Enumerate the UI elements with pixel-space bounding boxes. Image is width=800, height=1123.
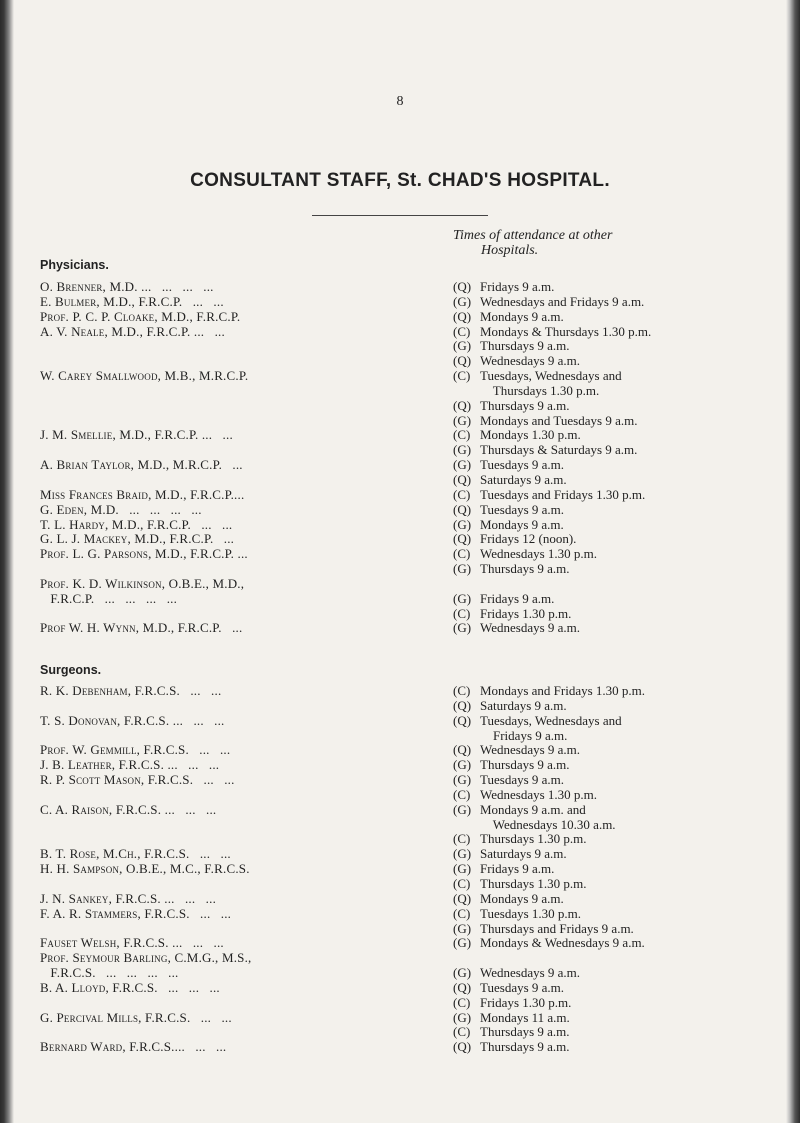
attendance-time: Wednesdays 1.30 p.m.: [480, 786, 598, 802]
attendance-time: Saturdays 9 a.m.: [480, 846, 567, 862]
staff-row: [40, 339, 780, 354]
staff-name: Bernard Ward, F.R.C.S.... ... ...: [40, 1039, 227, 1055]
staff-name: J. B. Leather, F.R.C.S. ... ... ...: [40, 757, 220, 773]
staff-row: [40, 399, 780, 414]
hospital-code: (C): [453, 546, 471, 562]
staff-name: Fauset Welsh, F.R.C.S. ... ... ...: [40, 935, 224, 951]
staff-row: [40, 1011, 780, 1026]
staff-name: Prof. Seymour Barling, C.M.G., M.S.,: [40, 950, 252, 966]
attendance-time: Mondays 9 a.m. and: [480, 801, 586, 817]
attendance-time: Thursdays 9 a.m.: [480, 1039, 570, 1055]
attendance-time: Tuesdays, Wednesdays and: [480, 712, 622, 728]
hospital-code: (Q): [453, 471, 472, 487]
page-number: 8: [396, 94, 404, 109]
attendance-time: Tuesdays, Wednesdays and: [480, 368, 622, 384]
staff-name: F.R.C.S. ... ... ... ...: [40, 965, 179, 981]
staff-name: G. Eden, M.D. ... ... ... ...: [40, 501, 202, 517]
staff-name: Miss Frances Braid, M.D., F.R.C.P....: [40, 486, 245, 502]
hospital-code: (Q): [453, 890, 472, 906]
staff-row: [40, 981, 780, 996]
staff-row: [40, 562, 780, 577]
staff-name: F.R.C.P. ... ... ... ...: [40, 590, 178, 606]
staff-row: [40, 847, 780, 862]
hospital-code: (G): [453, 935, 472, 951]
hospital-code: (C): [453, 994, 471, 1010]
attendance-time: Wednesdays 10.30 a.m.: [480, 816, 616, 832]
hospital-code: (G): [453, 965, 472, 981]
attendance-time: Wednesdays and Fridays 9 a.m.: [480, 293, 645, 309]
staff-row: [40, 384, 780, 399]
staff-name: G. Percival Mills, F.R.C.S. ... ...: [40, 1009, 232, 1025]
hospital-code: (Q): [453, 697, 472, 713]
attendance-time: Mondays & Thursdays 1.30 p.m.: [480, 323, 652, 339]
hospital-code: (G): [453, 516, 472, 532]
attendance-time: Mondays 9 a.m.: [480, 308, 564, 324]
attendance-time: Mondays and Tuesdays 9 a.m.: [480, 412, 638, 428]
attendance-time: Wednesdays 9 a.m.: [480, 353, 581, 369]
attendance-time: Tuesdays and Fridays 1.30 p.m.: [480, 486, 646, 502]
hospital-code: (G): [453, 920, 472, 936]
hospital-code: (Q): [453, 353, 472, 369]
staff-row: [40, 414, 780, 429]
staff-row: [40, 922, 780, 937]
hospital-code: (Q): [453, 1039, 472, 1055]
hospital-code: (Q): [453, 742, 472, 758]
staff-name: B. A. Lloyd, F.R.C.S. ... ... ...: [40, 979, 220, 995]
attendance-time: Mondays 11 a.m.: [480, 1009, 570, 1025]
staff-row: [40, 325, 780, 340]
attendance-time: Thursdays 9 a.m.: [480, 338, 570, 354]
staff-row: [40, 996, 780, 1011]
attendance-time: Wednesdays 9 a.m.: [480, 620, 581, 636]
staff-name: Prof. K. D. Wilkinson, O.B.E., M.D.,: [40, 575, 245, 591]
staff-row: [40, 951, 780, 966]
hospital-code: (C): [453, 427, 471, 443]
staff-name: R. P. Scott Mason, F.R.C.S. ... ...: [40, 772, 235, 788]
staff-row: [40, 354, 780, 369]
attendance-time: Mondays 9 a.m.: [480, 516, 564, 532]
staff-row: [40, 1040, 780, 1055]
staff-row: [40, 547, 780, 562]
hospital-code: (C): [453, 323, 471, 339]
attendance-time: Tuesdays 9 a.m.: [480, 457, 565, 473]
hospital-code: (C): [453, 875, 471, 891]
staff-row: [40, 729, 780, 744]
attendance-time: Wednesdays 9 a.m.: [480, 965, 581, 981]
staff-row: [40, 488, 780, 503]
staff-row: [40, 369, 780, 384]
staff-row: [40, 684, 780, 699]
hospital-code: (G): [453, 561, 472, 577]
staff-row: [40, 699, 780, 714]
times-of-attendance-header: [453, 228, 753, 258]
attendance-time: Fridays 1.30 p.m.: [480, 605, 572, 621]
staff-row: [40, 503, 780, 518]
hospital-code: (C): [453, 786, 471, 802]
attendance-time: Tuesdays 9 a.m.: [480, 501, 565, 517]
staff-name: A. V. Neale, M.D., F.R.C.P. ... ...: [40, 323, 225, 339]
staff-row: [40, 758, 780, 773]
staff-name: J. N. Sankey, F.R.C.S. ... ... ...: [40, 890, 217, 906]
staff-name: C. A. Raison, F.R.C.S. ... ... ...: [40, 801, 217, 817]
scan-edge-left: [0, 0, 14, 1123]
attendance-time: Mondays and Fridays 1.30 p.m.: [480, 683, 646, 698]
staff-row: [40, 714, 780, 729]
surgeons-list: [40, 684, 780, 1055]
staff-name: F. A. R. Stammers, F.R.C.S. ... ...: [40, 905, 232, 921]
hospital-code: (C): [453, 831, 471, 847]
staff-row: [40, 877, 780, 892]
staff-row: [40, 592, 780, 607]
hospital-code: (G): [453, 801, 472, 817]
hospital-code: (Q): [453, 979, 472, 995]
staff-row: [40, 428, 780, 443]
hospital-code: (G): [453, 861, 472, 877]
hospital-code: (G): [453, 620, 472, 636]
attendance-time: Thursdays 9 a.m.: [480, 1024, 570, 1040]
staff-row: [40, 295, 780, 310]
staff-row: [40, 518, 780, 533]
hospital-code: (G): [453, 757, 472, 773]
staff-row: [40, 310, 780, 325]
title-divider: [312, 215, 488, 216]
hospital-code: (Q): [453, 531, 472, 547]
staff-name: T. L. Hardy, M.D., F.R.C.P. ... ...: [40, 516, 233, 532]
physicians-list: [40, 280, 780, 636]
staff-name: B. T. Rose, M.Ch., F.R.C.S. ... ...: [40, 846, 231, 862]
attendance-time: Thursdays 1.30 p.m.: [480, 831, 587, 847]
staff-name: Prof W. H. Wynn, M.D., F.R.C.P. ...: [40, 620, 243, 636]
staff-name: W. Carey Smallwood, M.B., M.R.C.P.: [40, 368, 249, 384]
hospital-code: (Q): [453, 308, 472, 324]
times-header-line1: Times of attendance at other: [453, 228, 613, 243]
attendance-time: Fridays 9 a.m.: [480, 279, 555, 294]
staff-row: [40, 773, 780, 788]
attendance-time: Fridays 12 (noon).: [480, 531, 577, 547]
attendance-time: Mondays & Wednesdays 9 a.m.: [480, 935, 645, 951]
staff-row: [40, 818, 780, 833]
hospital-code: (C): [453, 605, 471, 621]
staff-row: [40, 577, 780, 592]
attendance-time: Saturdays 9 a.m.: [480, 471, 567, 487]
staff-name: Prof. W. Gemmill, F.R.C.S. ... ...: [40, 742, 231, 758]
attendance-time: Fridays 9 a.m.: [480, 861, 555, 877]
attendance-time: Fridays 9 a.m.: [480, 590, 555, 606]
hospital-code: (G): [453, 1009, 472, 1025]
hospital-code: (C): [453, 486, 471, 502]
staff-name: R. K. Debenham, F.R.C.S. ... ...: [40, 683, 222, 698]
hospital-code: (G): [453, 846, 472, 862]
attendance-time: Fridays 1.30 p.m.: [480, 994, 572, 1010]
attendance-time: Tuesdays 9 a.m.: [480, 772, 565, 788]
staff-row: [40, 473, 780, 488]
staff-row: [40, 621, 780, 636]
attendance-time: Thursdays and Fridays 9 a.m.: [480, 920, 634, 936]
hospital-code: (G): [453, 293, 472, 309]
attendance-time: Thursdays & Saturdays 9 a.m.: [480, 442, 638, 458]
hospital-code: (Q): [453, 501, 472, 517]
staff-name: J. M. Smellie, M.D., F.R.C.P. ... ...: [40, 427, 233, 443]
attendance-time: Tuesdays 9 a.m.: [480, 979, 565, 995]
physicians-heading: Physicians.: [40, 258, 109, 272]
staff-row: [40, 280, 780, 295]
hospital-code: (G): [453, 772, 472, 788]
page-title: CONSULTANT STAFF, St. CHAD'S HOSPITAL.: [190, 170, 610, 191]
staff-row: [40, 532, 780, 547]
staff-name: T. S. Donovan, F.R.C.S. ... ... ...: [40, 712, 225, 728]
attendance-time: Thursdays 1.30 p.m.: [480, 382, 600, 398]
attendance-time: Thursdays 1.30 p.m.: [480, 875, 587, 891]
staff-row: [40, 936, 780, 951]
staff-name: G. L. J. Mackey, M.D., F.R.C.P. ...: [40, 531, 235, 547]
times-header-line2: Hospitals.: [481, 243, 539, 258]
hospital-code: (C): [453, 1024, 471, 1040]
staff-name: A. Brian Taylor, M.D., M.R.C.P. ...: [40, 457, 243, 473]
staff-row: [40, 862, 780, 877]
hospital-code: (G): [453, 590, 472, 606]
attendance-time: Mondays 1.30 p.m.: [480, 427, 581, 443]
attendance-time: Thursdays 9 a.m.: [480, 757, 570, 773]
staff-name: O. Brenner, M.D. ... ... ... ...: [40, 279, 214, 294]
staff-name: H. H. Sampson, O.B.E., M.C., F.R.C.S.: [40, 861, 250, 877]
hospital-code: (Q): [453, 397, 472, 413]
staff-row: [40, 966, 780, 981]
attendance-time: Wednesdays 1.30 p.m.: [480, 546, 598, 562]
staff-row: [40, 788, 780, 803]
staff-name: Prof. L. G. Parsons, M.D., F.R.C.P. ...: [40, 546, 248, 562]
hospital-code: (G): [453, 412, 472, 428]
attendance-time: Saturdays 9 a.m.: [480, 697, 567, 713]
hospital-code: (G): [453, 442, 472, 458]
staff-row: [40, 458, 780, 473]
staff-name: Prof. P. C. P. Cloake, M.D., F.R.C.P.: [40, 308, 241, 324]
hospital-code: (Q): [453, 279, 472, 294]
hospital-code: (C): [453, 368, 471, 384]
staff-row: [40, 443, 780, 458]
hospital-code: (G): [453, 457, 472, 473]
staff-row: [40, 607, 780, 622]
scan-edge-right: [786, 0, 800, 1123]
staff-row: [40, 907, 780, 922]
staff-name: E. Bulmer, M.D., F.R.C.P. ... ...: [40, 293, 224, 309]
staff-row: [40, 832, 780, 847]
hospital-code: (C): [453, 683, 471, 698]
attendance-time: Thursdays 9 a.m.: [480, 397, 570, 413]
attendance-time: Tuesdays 1.30 p.m.: [480, 905, 582, 921]
surgeons-heading: Surgeons.: [40, 663, 102, 677]
hospital-code: (G): [453, 338, 472, 354]
hospital-code: (C): [453, 905, 471, 921]
staff-row: [40, 743, 780, 758]
attendance-time: Mondays 9 a.m.: [480, 890, 564, 906]
staff-row: [40, 803, 780, 818]
staff-row: [40, 1025, 780, 1040]
attendance-time: Wednesdays 9 a.m.: [480, 742, 581, 758]
hospital-code: (Q): [453, 712, 472, 728]
attendance-time: Thursdays 9 a.m.: [480, 561, 570, 577]
attendance-time: Fridays 9 a.m.: [480, 727, 568, 743]
staff-row: [40, 892, 780, 907]
